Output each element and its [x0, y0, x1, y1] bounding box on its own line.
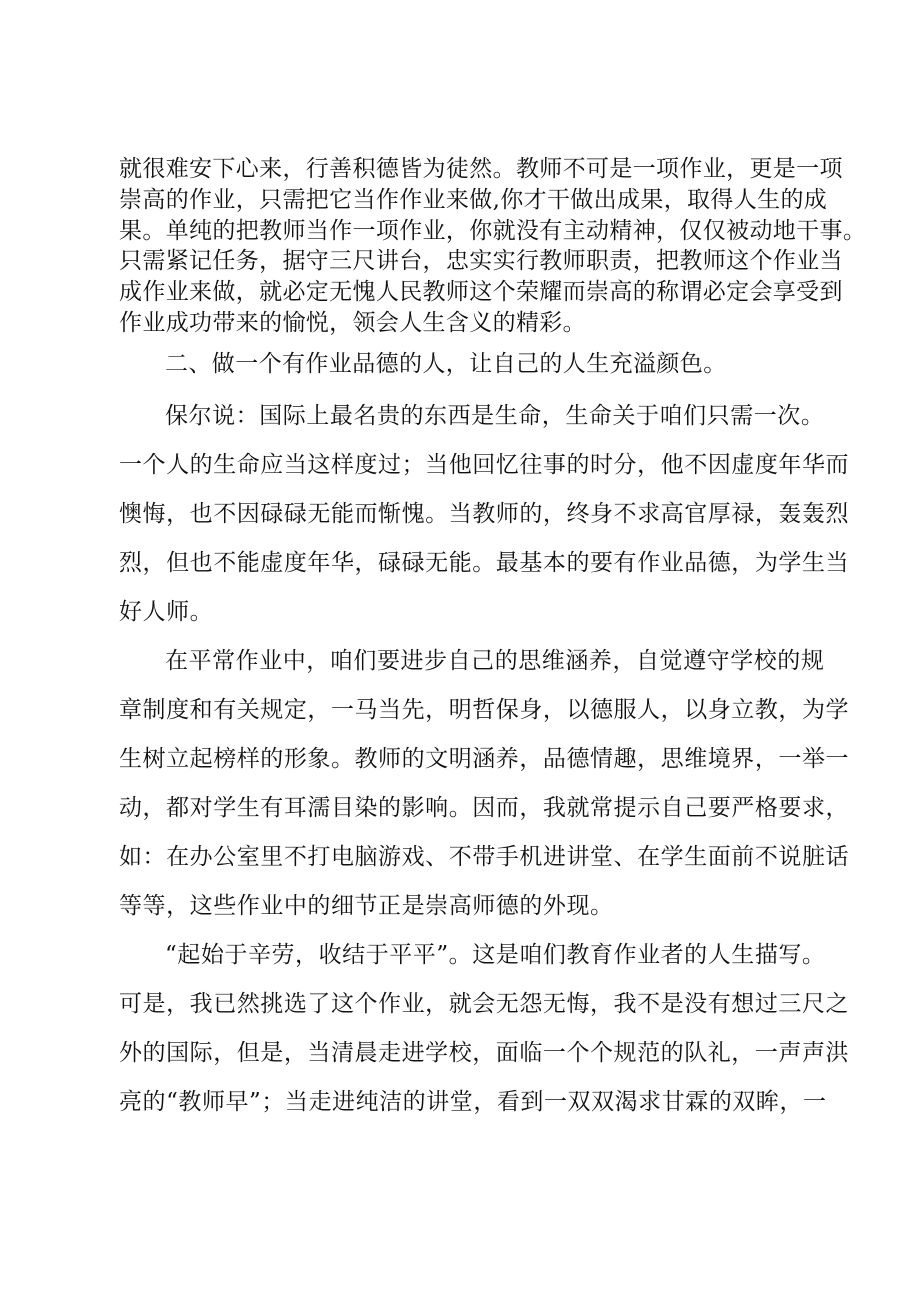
text-line: 外的国际，但是，当清晨走进学校，面临一个个规范的队礼，一声声洪: [119, 1040, 850, 1066]
text-line: 生树立起榜样的形象。教师的文明涵养，品德情趣，思维境界，一举一: [119, 746, 850, 772]
text-line: 成作业来做，就必定无愧人民教师这个荣耀而崇高的称谓必定会享受到: [119, 279, 843, 305]
text-line: “起始于辛劳，收结于平平”。这是咱们教育作业者的人生描写。: [165, 942, 826, 968]
text-line: 作业成功带来的愉悦，领会人生含义的精彩。: [119, 310, 586, 336]
text-line: 章制度和有关规定，一马当先，明哲保身，以德服人，以身立教，为学: [119, 697, 850, 723]
text-line: 等等，这些作业中的细节正是崇高师德的外现。: [119, 893, 614, 919]
text-line: 烈，但也不能虚度年华，碌碌无能。最基本的要有作业品德，为学生当: [119, 550, 850, 576]
text-line: 亮的“教师早”；当走进纯洁的讲堂，看到一双双渴求甘霖的双眸，一: [119, 1089, 827, 1115]
section-heading: 二、做一个有作业品德的人，让自己的人生充溢颜色。: [165, 351, 727, 377]
text-line: 好人师。: [119, 599, 214, 625]
text-line: 如：在办公室里不打电脑游戏、不带手机进讲堂、在学生面前不说脏话: [119, 844, 850, 870]
text-line: 只需紧记任务，据守三尺讲台，忠实实行教师职责，把教师这个作业当: [119, 248, 843, 274]
text-line: 在平常作业中，咱们要进步自己的思维涵养，自觉遵守学校的规: [165, 648, 825, 674]
text-line: 崇高的作业，只需把它当作作业来做,你才干做出成果，取得人生的成: [119, 187, 828, 213]
text-line: 一个人的生命应当这样度过；当他回忆往事的时分，他不因虚度年华而: [119, 452, 850, 478]
text-line: 就很难安下心来，行善积德皆为徒然。教师不可是一项作业，更是一项: [119, 156, 843, 182]
text-line: 果。单纯的把教师当作一项作业，你就没有主动精神，仅仅被动地干事。: [119, 218, 867, 244]
text-line: 动，都对学生有耳濡目染的影响。因而，我就常提示自己要严格要求，: [119, 795, 850, 821]
text-line: 懊悔，也不因碌碌无能而惭愧。当教师的，终身不求高官厚禄，轰轰烈: [119, 501, 850, 527]
text-line: 可是，我已然挑选了这个作业，就会无怨无悔，我不是没有想过三尺之: [119, 991, 850, 1017]
text-line: 保尔说：国际上最名贵的东西是生命，生命关于咱们只需一次。: [165, 403, 825, 429]
